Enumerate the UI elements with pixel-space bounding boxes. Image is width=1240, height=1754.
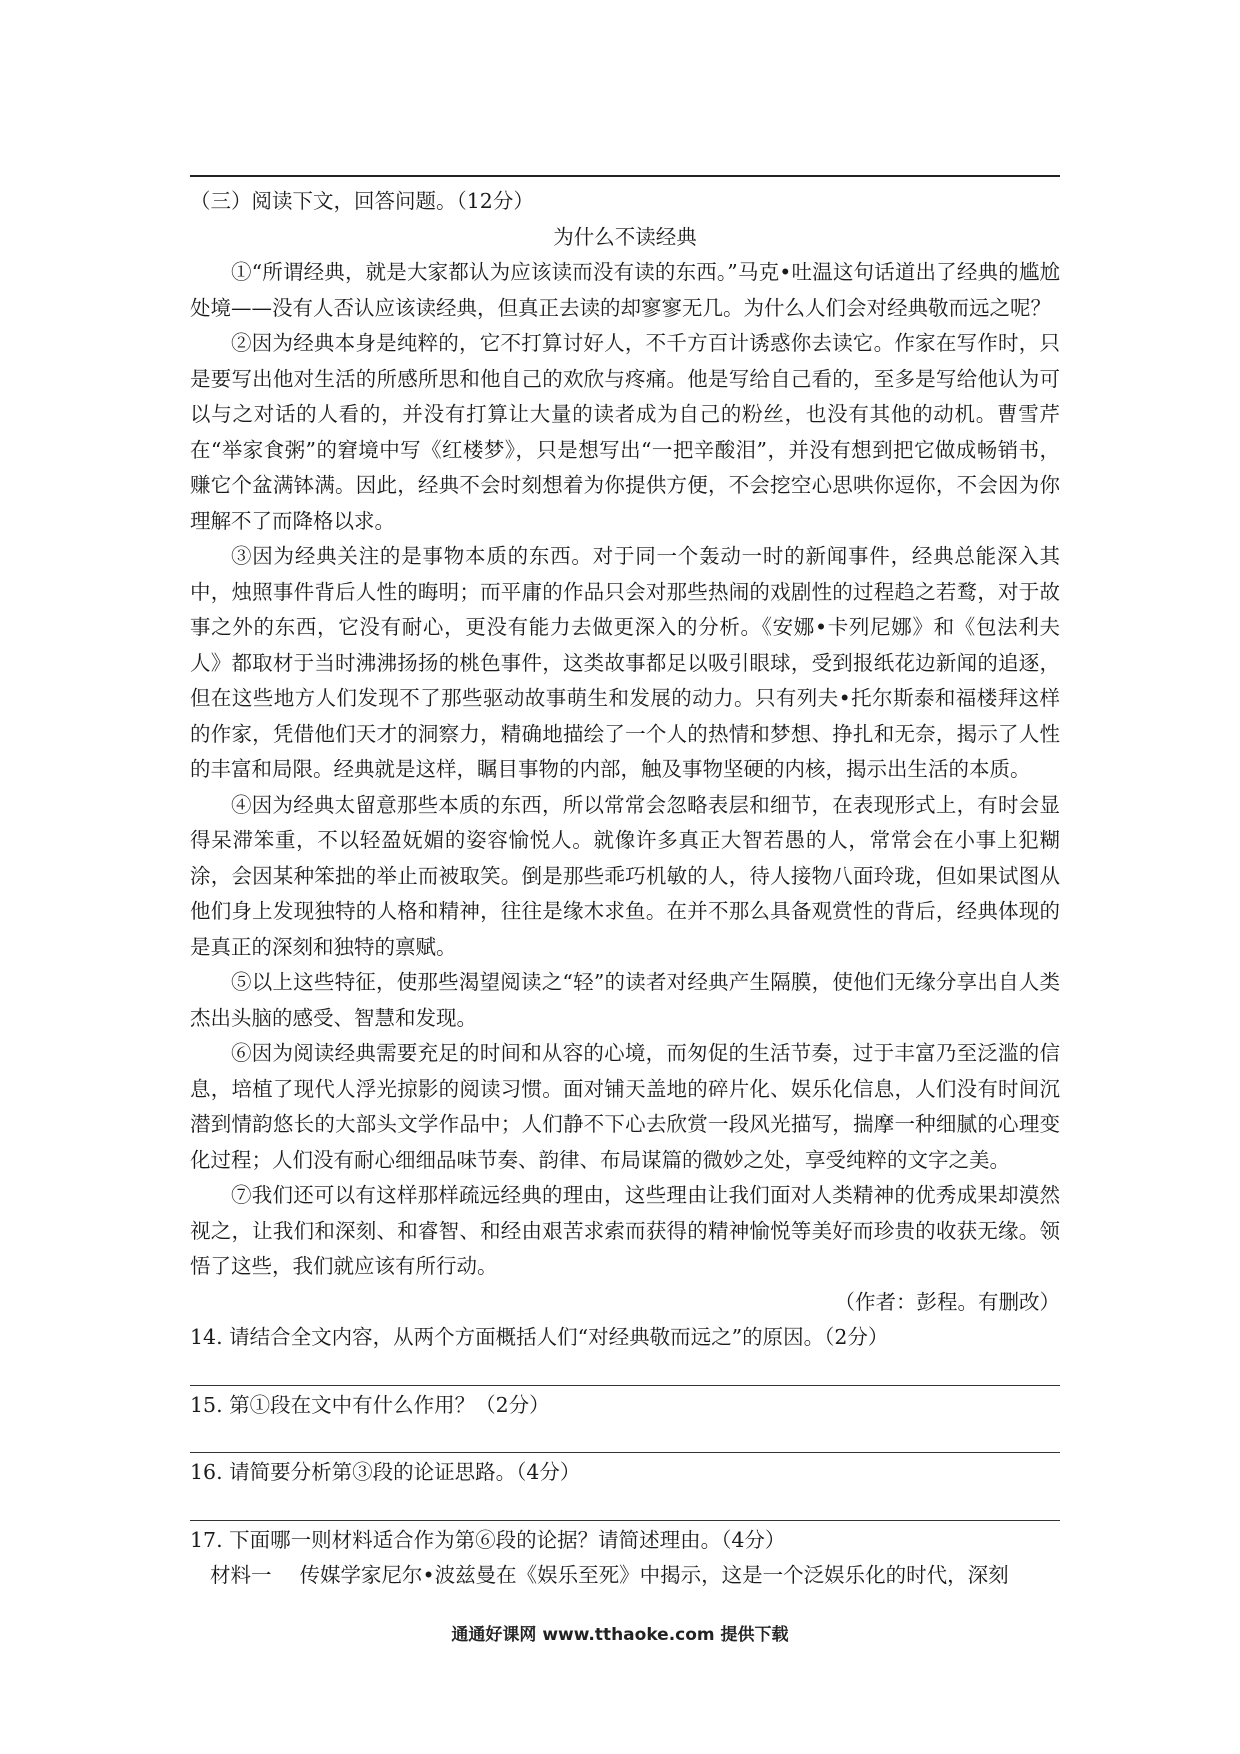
material-1 <box>190 1558 1060 1594</box>
material-label: 材料一 <box>210 1563 272 1587</box>
paragraph-4: ④因为经典太留意那些本质的东西，所以常常会忽略表层和细节，在表现形式上，有时会显得呆滞笨重，不以轻盈妩媚的姿容愉悦人。就像许多真正大智若愚的人，常常会在小事上犯糊涂，会因某种笨拙的举止而被取笑。倒是那些乖巧机敏的人，待人接物八面玲珑，但如果试图从他们身上发现独特的人格和精神，往往是缘木求鱼。在并不那么具备观赏性的背后，经典体现的是真正的深刻和独特的禀赋。 <box>190 792 1060 959</box>
question-16: 16. 请简要分析第③段的论证思路。（4分） <box>190 1460 581 1484</box>
answer-line-16[interactable] <box>190 1491 1060 1521</box>
footer-watermark: 通通好课网 www.tthaoke.com 提供下载 <box>451 1625 789 1645</box>
question-14: 14. 请结合全文内容，从两个方面概括人们“对经典敬而远之”的原因。（2分） <box>190 1325 889 1349</box>
paragraph-6: ⑥因为阅读经典需要充足的时间和从容的心境，而匆促的生活节奏，过于丰富乃至泛滥的信息，培植了现代人浮光掠影的阅读习惯。面对铺天盖地的碎片化、娱乐化信息，人们没有时间沉潜到情韵悠长的大部头文学作品中；人们静不下心去欣赏一段风光描写，揣摩一种细腻的心理变化过程；人们没有耐心细细品味节奏、韵律、布局谋篇的微妙之处，享受纯粹的文字之美。 <box>190 1041 1060 1172</box>
paragraph-1: ①“所谓经典，就是大家都认为应该读而没有读的东西。”马克•吐温这句话道出了经典的尴尬处境——没有人否认应该读经典，但真正去读的却寥寥无几。为什么人们会对经典敬而远之呢？ <box>190 260 1060 320</box>
attribution: （作者：彭程。有删改） <box>834 1289 1060 1314</box>
question-17: 17. 下面哪一则材料适合作为第⑥段的论据？请简述理由。（4分） <box>190 1527 786 1552</box>
top-rule <box>190 175 1060 177</box>
answer-line-15[interactable] <box>190 1423 1060 1453</box>
answer-line-14[interactable] <box>190 1356 1060 1386</box>
question-15: 15. 第①段在文中有什么作用？（2分） <box>190 1392 550 1417</box>
paragraph-3: ③因为经典关注的是事物本质的东西。对于同一个轰动一时的新闻事件，经典总能深入其中，烛照事件背后人性的晦明；而平庸的作品只会对那些热闹的戏剧性的过程趋之若鹜，对于故事之外的东西，它没有耐心，更没有能力去做更深入的分析。《安娜•卡列尼娜》和《包法利夫人》都取材于当时沸沸扬扬的桃色事件，这类故事都足以吸引眼球，受到报纸花边新闻的追逐，但在这些地方人们发现不了那些驱动故事萌生和发展的动力。只有列夫•托尔斯泰和福楼拜这样的作家，凭借他们天才的洞察力，精确地描绘了一个人的热情和梦想、挣扎和无奈，揭示了人性的丰富和局限。经典就是这样，瞩目事物的内部，触及事物坚硬的内核，揭示出生活的本质。 <box>190 544 1060 781</box>
paragraph-2: ②因为经典本身是纯粹的，它不打算讨好人，不千方百计诱惑你去读它。作家在写作时，只是要写出他对生活的所感所思和他自己的欢欣与疼痛。他是写给自己看的，至多是写给他认为可以与之对话的人看的，并没有打算让大量的读者成为自己的粉丝，也没有其他的动机。曹雪芹在“举家食粥”的窘境中写《红楼梦》，只是想写出“一把辛酸泪”，并没有想到把它做成畅销书，赚它个盆满钵满。因此，经典不会时刻想着为你提供方便，不会挖空心思哄你逗你，不会因为你理解不了而降格以求。 <box>190 331 1060 533</box>
article-title: 为什么不读经典 <box>553 224 697 249</box>
paragraph-5: ⑤以上这些特征，使那些渴望阅读之“轻”的读者对经典产生隔膜，使他们无缘分享出自人类杰出头脑的感受、智慧和发现。 <box>190 970 1060 1030</box>
material-text: 传媒学家尼尔•波兹曼在《娱乐至死》中揭示，这是一个泛娱乐化的时代，深刻 <box>299 1563 1009 1587</box>
reading-section <box>190 184 1060 1594</box>
section-heading: （三）阅读下文，回答问题。（12分） <box>190 189 534 213</box>
paragraph-7: ⑦我们还可以有这样那样疏远经典的理由，这些理由让我们面对人类精神的优秀成果却漠然视之，让我们和深刻、和睿智、和经由艰苦求索而获得的精神愉悦等美好而珍贵的收获无缘。领悟了这些，我们就应该有所行动。 <box>190 1183 1060 1278</box>
